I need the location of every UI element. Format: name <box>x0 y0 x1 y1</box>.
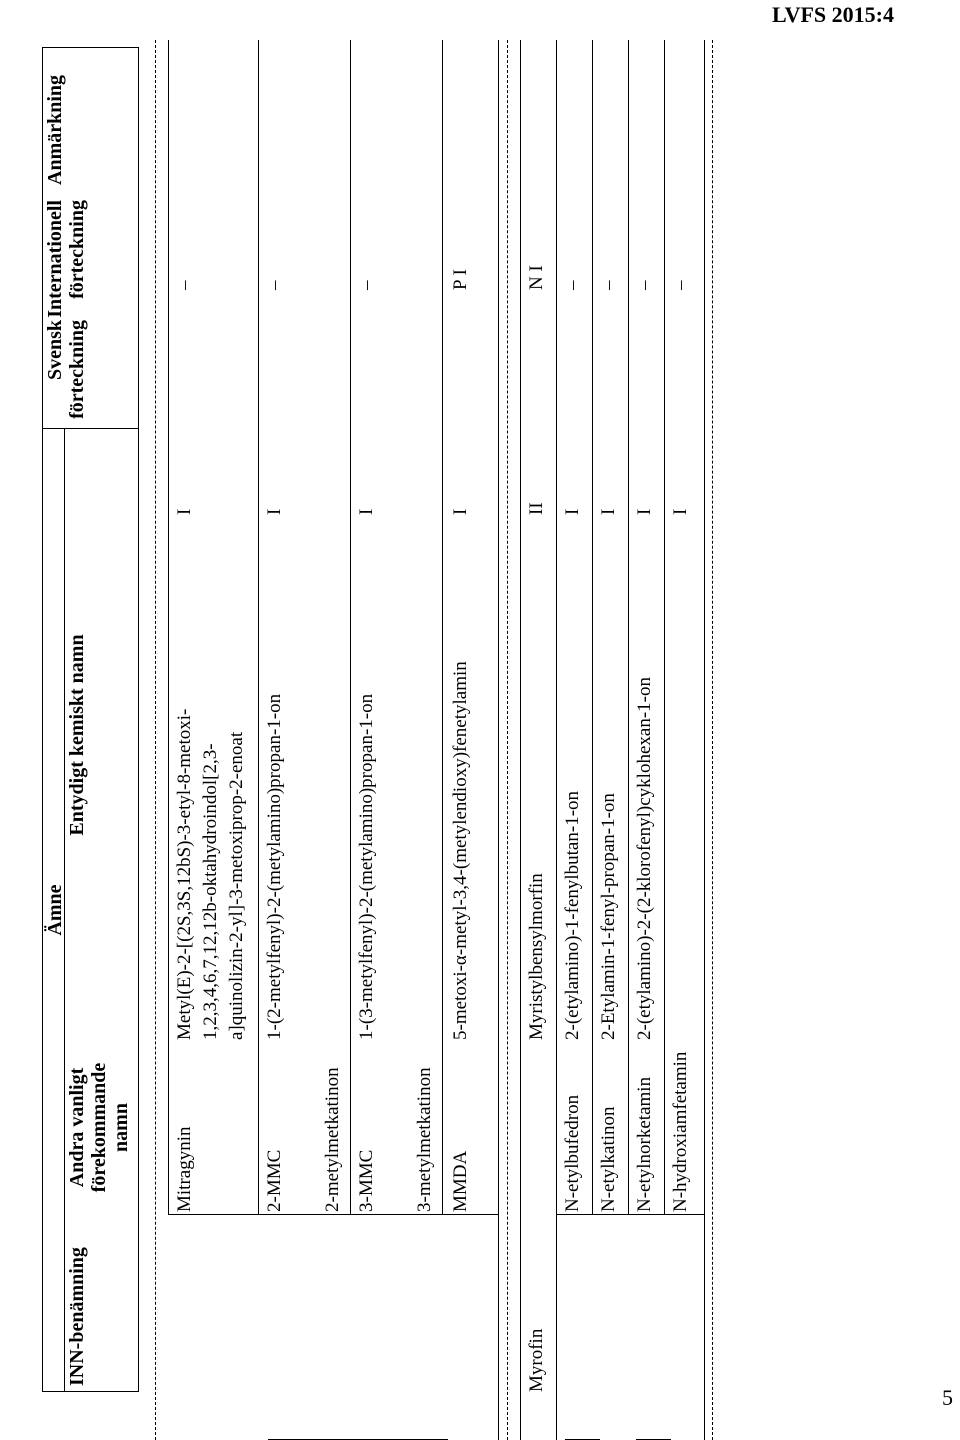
header-andra-line: Andra vanligt <box>66 1067 88 1188</box>
header-anm: Anmärkning <box>44 74 66 185</box>
row-mmda-svensk: I <box>450 508 471 515</box>
kemiskt-line: a]quinolizin-2-yl]-3-metoxiprop-2-enoat <box>226 731 247 1040</box>
row-myrofin-intl: N I <box>526 265 547 290</box>
kemiskt-line: 1,2,3,4,6,7,12,12b-oktahydroindol[2,3- <box>200 743 221 1040</box>
header-kemiskt: Entydigt kemiskt namn <box>66 634 88 836</box>
row-divider <box>628 40 629 1215</box>
row-2mmc-andra2: 2-metylmetkatinon <box>322 1067 343 1212</box>
block-border-left <box>168 1214 498 1215</box>
rotated-table <box>0 40 940 1440</box>
row-3mmc-svensk: I <box>356 508 377 515</box>
dashed-separator <box>712 40 713 1440</box>
row-nhydroxiamfetamin-andra: N-hydroxiamfetamin <box>670 1051 691 1212</box>
row-netylkatinon-andra: N-etylkatinon <box>598 1106 619 1212</box>
row-netylnorketamin-svensk: I <box>634 508 655 515</box>
block-border-top <box>520 40 521 1440</box>
header-intl-line: Internationell <box>44 200 66 318</box>
row-2mmc-svensk: I <box>264 508 285 515</box>
row-mitragynin-svensk: I <box>174 508 195 515</box>
header-intl <box>44 200 88 320</box>
row-netylkatinon-svensk: I <box>598 508 619 515</box>
header-andra <box>66 1040 132 1215</box>
document-id: LVFS 2015:4 <box>771 2 894 27</box>
row-netylnorketamin-kemiskt: 2-(etylamino)-2-(2-klorofenyl)cyklohexan-1-on <box>634 677 655 1040</box>
header-intl-line: förteckning <box>66 200 88 299</box>
header-svensk-line: Svensk <box>44 320 66 381</box>
header-andra-line: namn <box>110 1103 132 1152</box>
row-netylbufedron-intl: – <box>562 280 583 290</box>
row-2mmc-andra: 2-MMC <box>264 1149 285 1212</box>
header-inn: INN-benämning <box>66 1247 88 1386</box>
dashed-separator <box>155 40 156 1440</box>
row-netylnorketamin-andra: N-etylnorketamin <box>634 1076 655 1212</box>
row-netylkatinon-intl: – <box>598 280 619 290</box>
row-netylkatinon-kemiskt: 2-Etylamin-1-fenyl-propan-1-on <box>598 793 619 1040</box>
row-netylbufedron-svensk: I <box>562 508 583 515</box>
row-nhydroxiamfetamin-svensk: I <box>670 508 691 515</box>
row-divider <box>556 40 557 1440</box>
row-myrofin-kemiskt: Myristylbensylmorfin <box>526 873 547 1040</box>
row-mitragynin-kemiskt <box>172 709 250 1040</box>
row-nhydroxiamfetamin-intl: – <box>670 280 691 290</box>
row-3mmc-andra: 3-MMC <box>356 1149 377 1212</box>
row-2mmc-kemiskt: 1-(2-metylfenyl)-2-(metylamino)propan-1-on <box>264 693 285 1040</box>
row-netylbufedron-kemiskt: 2-(etylamino)-1-fenylbutan-1-on <box>562 790 583 1040</box>
row-3mmc-kemiskt: 1-(3-metylfenyl)-2-(metylamino)propan-1-on <box>356 693 377 1040</box>
header-svensk-line: förteckning <box>66 320 88 419</box>
row-mitragynin-andra: Mitragynin <box>174 1126 195 1212</box>
header-svensk <box>44 320 88 480</box>
row-myrofin-inn: Myrofin <box>526 1328 547 1392</box>
row-divider <box>258 40 259 1215</box>
row-divider <box>350 40 351 1215</box>
page-number: 5 <box>942 1385 953 1410</box>
row-mmda-andra: MMDA <box>450 1150 471 1212</box>
row-myrofin-svensk: II <box>526 502 547 515</box>
block-border-left <box>556 1214 704 1215</box>
block-border-top <box>168 40 169 1215</box>
row-mitragynin-intl: – <box>174 280 195 290</box>
row-3mmc-intl: – <box>356 280 377 290</box>
row-2mmc-intl: – <box>264 280 285 290</box>
header-andra-line: förekommande <box>88 1062 110 1193</box>
row-divider <box>664 40 665 1215</box>
dashed-separator <box>507 40 508 1440</box>
row-mmda-kemiskt: 5-metoxi-α-metyl-3,4-(metylendioxy)fenetylamin <box>450 661 471 1040</box>
kemiskt-line: Metyl(E)-2-[(2S,3S,12bS)-3-etyl-8-metoxi- <box>174 708 195 1040</box>
row-mmda-intl: P I <box>450 269 471 290</box>
header-amne: Ämne <box>44 884 66 936</box>
row-divider <box>442 40 443 1215</box>
row-netylnorketamin-intl: – <box>634 280 655 290</box>
row-netylbufedron-andra: N-etylbufedron <box>562 1094 583 1212</box>
block-border-bottom <box>498 40 499 1440</box>
row-divider <box>592 40 593 1215</box>
row-3mmc-andra2: 3-metylmetkatinon <box>414 1067 435 1212</box>
block-border-bottom <box>704 40 705 1440</box>
